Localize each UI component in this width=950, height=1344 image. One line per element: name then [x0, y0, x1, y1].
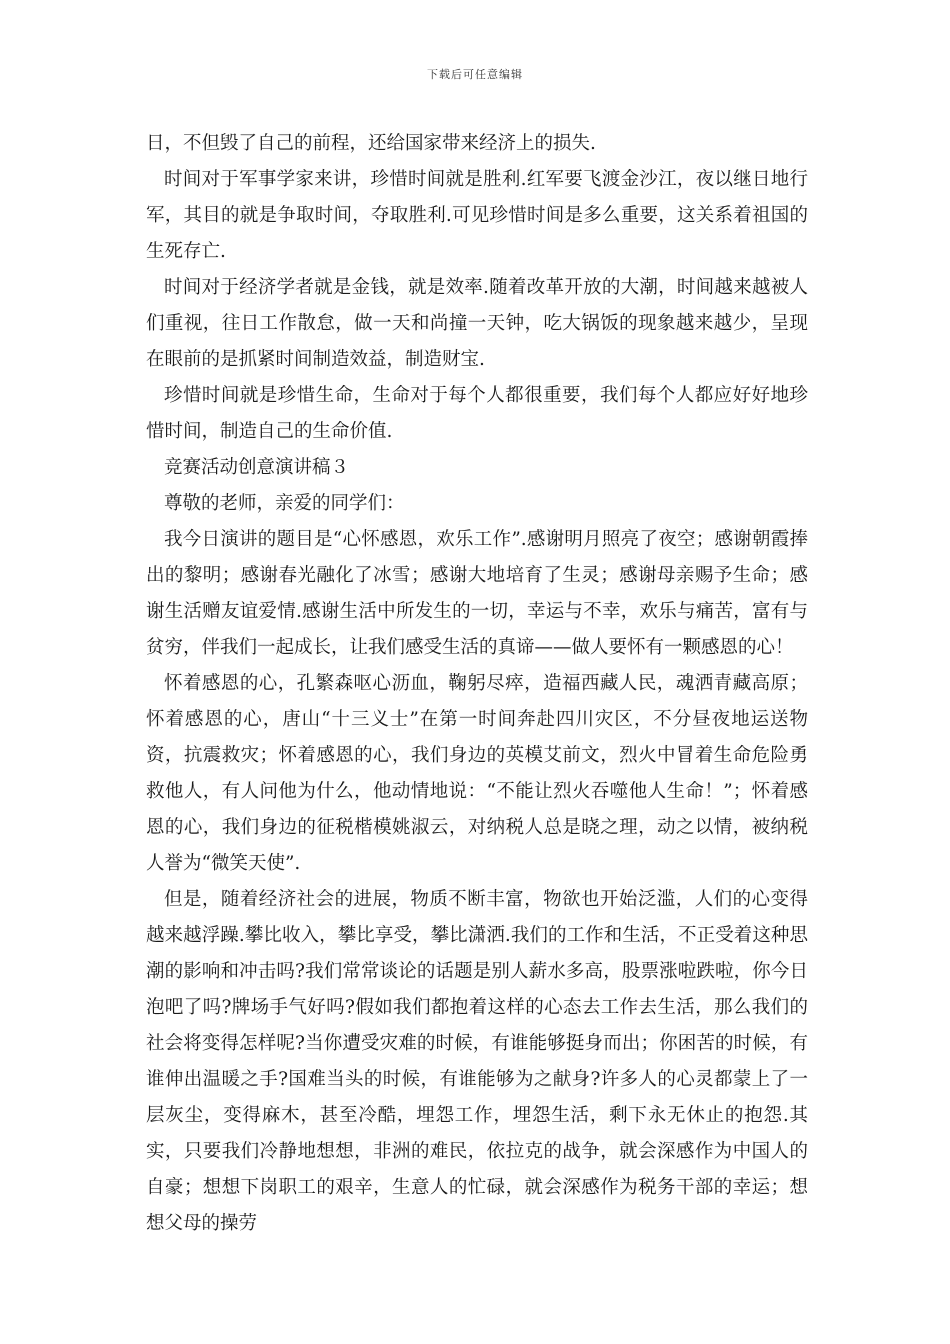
document-body	[146, 126, 808, 1242]
page-header-note: 下载后可任意编辑	[427, 68, 523, 81]
paragraph: 时间对于经济学者就是金钱，就是效率.随着改革开放的大潮，时间越来越被人们重视，往日工作散怠，做一天和尚撞一天钟，吃大锅饭的现象越来越少，呈现在眼前的是抓紧时间制造效益，制造财宝.	[146, 277, 808, 370]
section-heading: 竞赛活动创意演讲稿３	[164, 457, 350, 478]
paragraph: 时间对于军事学家来讲，珍惜时间就是胜利.红军要飞渡金沙江，夜以继日地行军，其目的就是争取时间，夺取胜利.可见珍惜时间是多么重要，这关系着祖国的生死存亡.	[146, 169, 808, 262]
paragraph: 我今日演讲的题目是“心怀感恩，欢乐工作”.感谢明月照亮了夜空；感谢朝霞捧出的黎明；感谢春光融化了冰雪；感谢大地培育了生灵；感谢母亲赐予生命；感谢生活赠友谊爱情.感谢生活中所发生的一切，幸运与不幸，欢乐与痛苦，富有与贫穷，伴我们一起成长，让我们感受生活的真谛——做人要怀有一颗感恩的心！	[146, 529, 808, 658]
salutation: 尊敬的老师，亲爱的同学们：	[164, 493, 405, 514]
paragraph: 怀着感恩的心，孔繁森呕心沥血，鞠躬尽瘁，造福西藏人民，魂洒青藏高原；怀着感恩的心，唐山“十三义士”在第一时间奔赴四川灾区，不分昼夜地运送物资，抗震救灾；怀着感恩的心，我们身边的英模艾前文，烈火中冒着生命危险勇救他人，有人问他为什么，他动情地说：“不能让烈火吞噬他人生命！”；怀着感恩的心，我们身边的征税楷模姚淑云，对纳税人总是晓之理，动之以情，被纳税人誉为“微笑天使”.	[146, 673, 808, 874]
paragraph-continuation: 日，不但毁了自己的前程，还给国家带来经济上的损失.	[146, 133, 596, 154]
paragraph: 但是，随着经济社会的进展，物质不断丰富，物欲也开始泛滥，人们的心变得越来越浮躁.攀比收入，攀比享受，攀比潇洒.我们的工作和生活，不正受着这种思潮的影响和冲击吗?我们常常谈论的话题是别人薪水多高，股票涨啦跌啦，你今日泡吧了吗?牌场手气好吗?假如我们都抱着这样的心态去工作去生活，那么我们的社会将变得怎样呢?当你遭受灾难的时候，有谁能够挺身而出；你困苦的时候，有谁伸出温暖之手?国难当头的时候，有谁能够为之献身?许多人的心灵都蒙上了一层灰尘，变得麻木，甚至冷酷，埋怨工作，埋怨生活，剩下永无休止的抱怨.其实，只要我们冷静地想想，非洲的难民，依拉克的战争，就会深感作为中国人的自豪；想想下岗职工的艰辛，生意人的忙碌，就会深感作为税务干部的幸运；想想父母的操劳	[146, 889, 808, 1234]
paragraph: 珍惜时间就是珍惜生命，生命对于每个人都很重要，我们每个人都应好好地珍惜时间，制造自己的生命价值.	[146, 385, 808, 442]
